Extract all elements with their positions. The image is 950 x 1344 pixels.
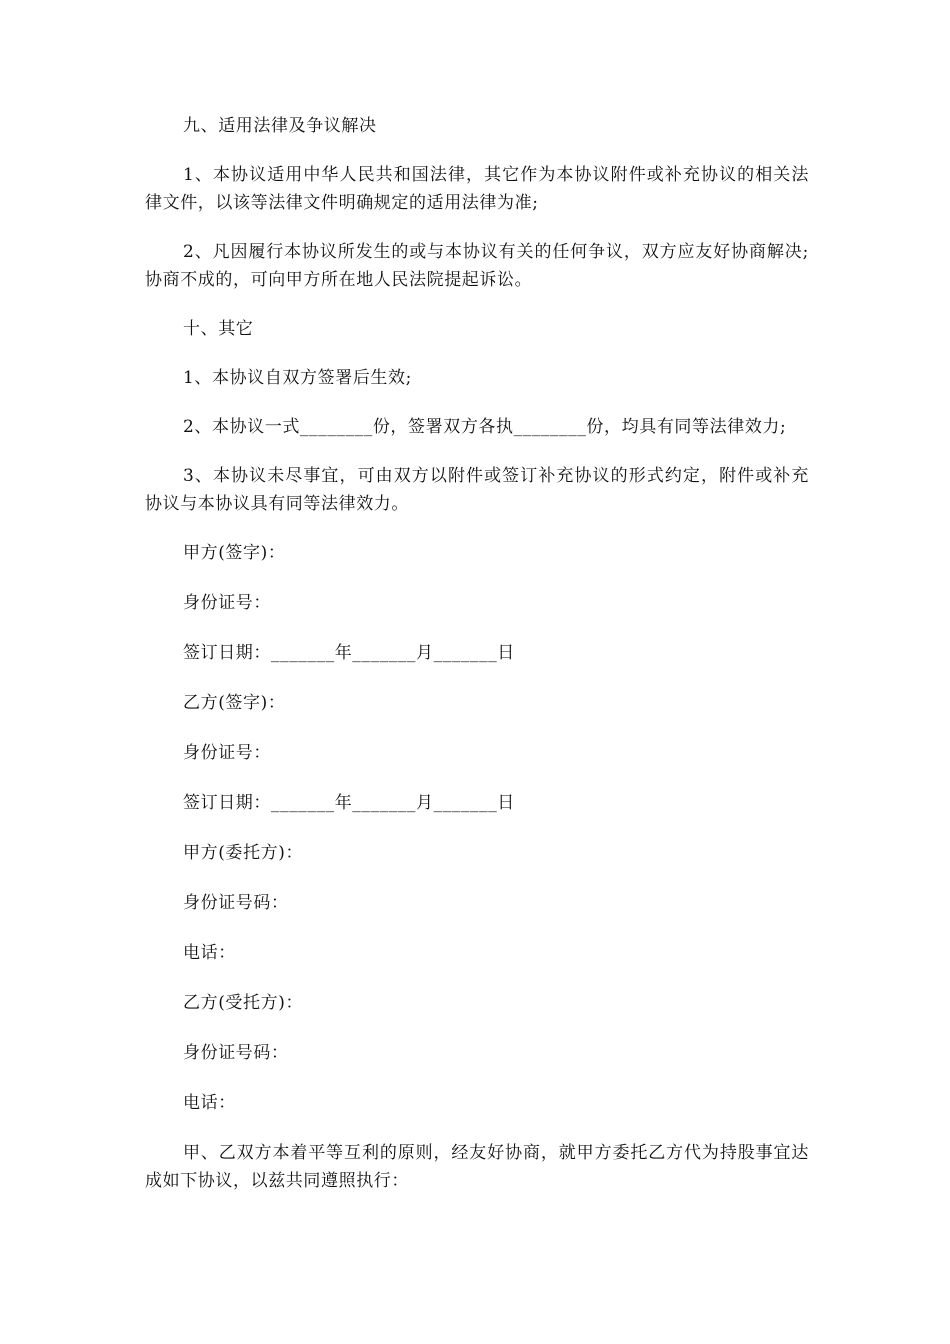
party-a-signature-line: 甲方(签字)： <box>183 543 286 563</box>
clause-9-2: 2、凡因履行本协议所发生的或与本协议有关的任何争议，双方应友好协商解决;协商不成的，可向甲方所在地人民法院提起诉讼。 <box>145 242 809 290</box>
document-body <box>145 112 809 1195</box>
party-a-id-number-line: 身份证号： <box>183 593 271 613</box>
trustee-id-number-line: 身份证号码： <box>183 1043 289 1063</box>
party-b-signature-line: 乙方(签字)： <box>183 693 286 713</box>
clause-10-2: 2、本协议一式________份，签署双方各执________份，均具有同等法律效力; <box>183 417 787 437</box>
trustee-phone-line: 电话： <box>183 1093 236 1113</box>
party-b-id-number-line: 身份证号： <box>183 743 271 763</box>
clause-10-1: 1、本协议自双方签署后生效; <box>183 368 412 388</box>
trustee-party-line: 乙方(受托方)： <box>183 993 304 1013</box>
section-heading-applicable-law: 九、适用法律及争议解决 <box>183 116 377 136</box>
section-heading-others: 十、其它 <box>183 319 254 339</box>
clause-10-3: 3、本协议未尽事宜，可由双方以附件或签订补充协议的形式约定，附件或补充协议与本协议具有同等法律效力。 <box>145 466 809 514</box>
principal-party-line: 甲方(委托方)： <box>183 843 304 863</box>
party-b-sign-date-line: 签订日期：_______年_______月_______日 <box>183 793 515 813</box>
agreement-preamble: 甲、乙双方本着平等互利的原则，经友好协商，就甲方委托乙方代为持股事宜达成如下协议，以兹共同遵照执行： <box>145 1143 809 1191</box>
clause-9-1: 1、本协议适用中华人民共和国法律，其它作为本协议附件或补充协议的相关法律文件，以该等法律文件明确规定的适用法律为准; <box>145 165 809 213</box>
principal-id-number-line: 身份证号码： <box>183 893 289 913</box>
principal-phone-line: 电话： <box>183 943 236 963</box>
party-a-sign-date-line: 签订日期：_______年_______月_______日 <box>183 643 515 663</box>
